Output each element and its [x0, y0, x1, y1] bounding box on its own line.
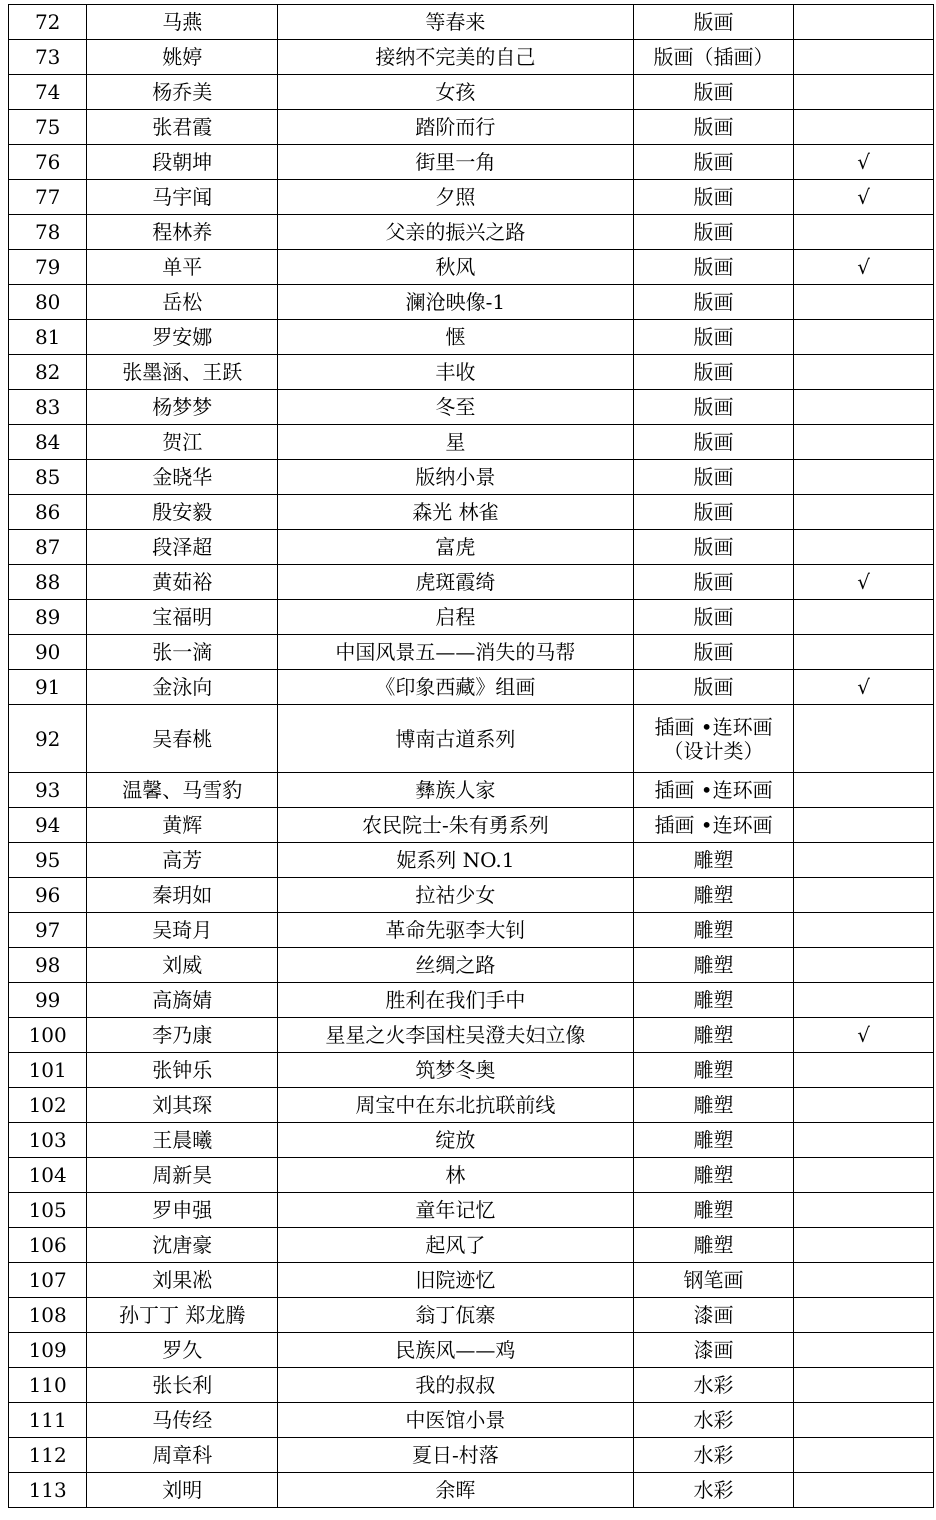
artwork-title: 妮系列 NO.1 [278, 843, 634, 878]
artwork-category: 雕塑 [633, 913, 794, 948]
table-row [9, 390, 934, 425]
check-mark [794, 1158, 934, 1193]
check-mark [794, 425, 934, 460]
row-number: 79 [9, 250, 87, 285]
artist-name: 杨乔美 [87, 75, 278, 110]
artwork-title: 农民院士-朱有勇系列 [278, 808, 634, 843]
artwork-category: 版画 [633, 495, 794, 530]
row-number: 110 [9, 1368, 87, 1403]
row-number: 113 [9, 1473, 87, 1508]
artist-name: 刘其琛 [87, 1088, 278, 1123]
artwork-title: 丰收 [278, 355, 634, 390]
table-row [9, 600, 934, 635]
row-number: 85 [9, 460, 87, 495]
artwork-category: 版画（插画） [633, 40, 794, 75]
artwork-category: 漆画 [633, 1333, 794, 1368]
row-number: 93 [9, 773, 87, 808]
artwork-title: 《印象西藏》组画 [278, 670, 634, 705]
check-mark [794, 1193, 934, 1228]
artist-name: 高旖婧 [87, 983, 278, 1018]
artist-name: 段朝坤 [87, 145, 278, 180]
row-number: 73 [9, 40, 87, 75]
table-row [9, 145, 934, 180]
table-row [9, 1403, 934, 1438]
artwork-title: 拉祜少女 [278, 878, 634, 913]
artwork-title: 虎斑霞绮 [278, 565, 634, 600]
artist-name: 吴琦月 [87, 913, 278, 948]
artist-name: 段泽超 [87, 530, 278, 565]
row-number: 78 [9, 215, 87, 250]
artwork-title: 起风了 [278, 1228, 634, 1263]
artwork-category: 漆画 [633, 1298, 794, 1333]
artist-name: 岳松 [87, 285, 278, 320]
table-row [9, 250, 934, 285]
artwork-category: 雕塑 [633, 1018, 794, 1053]
artist-name: 姚婷 [87, 40, 278, 75]
table-row [9, 1158, 934, 1193]
check-mark [794, 705, 934, 773]
artwork-category: 水彩 [633, 1368, 794, 1403]
table-row [9, 948, 934, 983]
row-number: 95 [9, 843, 87, 878]
artwork-category: 钢笔画 [633, 1263, 794, 1298]
row-number: 81 [9, 320, 87, 355]
check-mark: √ [794, 670, 934, 705]
artist-name: 孙丁丁 郑龙腾 [87, 1298, 278, 1333]
row-number: 103 [9, 1123, 87, 1158]
artwork-category: 雕塑 [633, 1088, 794, 1123]
artwork-title: 接纳不完美的自己 [278, 40, 634, 75]
artwork-title: 博南古道系列 [278, 705, 634, 773]
artwork-category [633, 705, 794, 773]
check-mark [794, 878, 934, 913]
row-number: 83 [9, 390, 87, 425]
artist-name: 高芳 [87, 843, 278, 878]
check-mark [794, 843, 934, 878]
row-number: 80 [9, 285, 87, 320]
artist-name: 张长利 [87, 1368, 278, 1403]
row-number: 75 [9, 110, 87, 145]
artwork-title: 星星之火李国柱吴澄夫妇立像 [278, 1018, 634, 1053]
artist-name: 殷安毅 [87, 495, 278, 530]
artist-name: 马宇闻 [87, 180, 278, 215]
artwork-title: 林 [278, 1158, 634, 1193]
table-row [9, 773, 934, 808]
table-row [9, 110, 934, 145]
artwork-category: 版画 [633, 390, 794, 425]
table-row [9, 565, 934, 600]
artwork-title: 森光 林雀 [278, 495, 634, 530]
artwork-category: 雕塑 [633, 983, 794, 1018]
table-row [9, 355, 934, 390]
table-row [9, 1473, 934, 1508]
artist-name: 马燕 [87, 5, 278, 40]
artwork-title: 澜沧映像-1 [278, 285, 634, 320]
row-number: 87 [9, 530, 87, 565]
row-number: 76 [9, 145, 87, 180]
artwork-category: 水彩 [633, 1403, 794, 1438]
table-row [9, 180, 934, 215]
artwork-category: 雕塑 [633, 1158, 794, 1193]
check-mark [794, 5, 934, 40]
check-mark: √ [794, 250, 934, 285]
check-mark [794, 1228, 934, 1263]
artwork-list-body [9, 5, 934, 1508]
artwork-title: 冬至 [278, 390, 634, 425]
artwork-category: 版画 [633, 530, 794, 565]
artwork-category-line: 插画 •连环画 [654, 714, 773, 739]
artist-name: 吴春桃 [87, 705, 278, 773]
artwork-category: 版画 [633, 285, 794, 320]
artwork-category: 版画 [633, 250, 794, 285]
artist-name: 金晓华 [87, 460, 278, 495]
artwork-title: 踏阶而行 [278, 110, 634, 145]
table-row [9, 843, 934, 878]
check-mark [794, 983, 934, 1018]
artist-name: 张钟乐 [87, 1053, 278, 1088]
artist-name: 单平 [87, 250, 278, 285]
check-mark: √ [794, 565, 934, 600]
artwork-title: 彝族人家 [278, 773, 634, 808]
artwork-category: 版画 [633, 425, 794, 460]
check-mark [794, 75, 934, 110]
artist-name: 李乃康 [87, 1018, 278, 1053]
table-row [9, 530, 934, 565]
table-row [9, 1263, 934, 1298]
table-row [9, 1368, 934, 1403]
check-mark [794, 1088, 934, 1123]
artwork-title: 父亲的振兴之路 [278, 215, 634, 250]
row-number: 101 [9, 1053, 87, 1088]
check-mark [794, 215, 934, 250]
table-row [9, 878, 934, 913]
check-mark [794, 1263, 934, 1298]
row-number: 74 [9, 75, 87, 110]
artwork-title: 星 [278, 425, 634, 460]
artwork-title: 等春来 [278, 5, 634, 40]
artwork-category: 版画 [633, 180, 794, 215]
artwork-category: 水彩 [633, 1473, 794, 1508]
table-row [9, 1123, 934, 1158]
artwork-title: 版纳小景 [278, 460, 634, 495]
artwork-title: 筑梦冬奥 [278, 1053, 634, 1088]
artwork-title: 周宝中在东北抗联前线 [278, 1088, 634, 1123]
check-mark [794, 1333, 934, 1368]
table-row [9, 983, 934, 1018]
check-mark: √ [794, 145, 934, 180]
artist-name: 刘明 [87, 1473, 278, 1508]
row-number: 82 [9, 355, 87, 390]
table-row [9, 40, 934, 75]
artwork-title: 秋风 [278, 250, 634, 285]
check-mark [794, 495, 934, 530]
check-mark [794, 110, 934, 145]
table-row [9, 1298, 934, 1333]
check-mark [794, 320, 934, 355]
check-mark [794, 913, 934, 948]
row-number: 109 [9, 1333, 87, 1368]
artwork-title: 绽放 [278, 1123, 634, 1158]
check-mark [794, 600, 934, 635]
row-number: 102 [9, 1088, 87, 1123]
artwork-category: 插画 •连环画 [633, 808, 794, 843]
artwork-category: 雕塑 [633, 1123, 794, 1158]
artwork-title: 翁丁佤寨 [278, 1298, 634, 1333]
artist-name: 罗申强 [87, 1193, 278, 1228]
artwork-category: 版画 [633, 5, 794, 40]
artwork-title: 胜利在我们手中 [278, 983, 634, 1018]
artist-name: 张一滴 [87, 635, 278, 670]
check-mark: √ [794, 1018, 934, 1053]
row-number: 108 [9, 1298, 87, 1333]
check-mark [794, 773, 934, 808]
artwork-category: 版画 [633, 635, 794, 670]
table-row [9, 1333, 934, 1368]
artist-name: 宝福明 [87, 600, 278, 635]
artwork-category: 版画 [633, 460, 794, 495]
artwork-category: 版画 [633, 110, 794, 145]
table-row [9, 670, 934, 705]
row-number: 84 [9, 425, 87, 460]
table-row [9, 913, 934, 948]
table-row [9, 215, 934, 250]
check-mark [794, 635, 934, 670]
table-row [9, 425, 934, 460]
row-number: 107 [9, 1263, 87, 1298]
artist-name: 程林养 [87, 215, 278, 250]
artwork-category: 版画 [633, 320, 794, 355]
table-row [9, 495, 934, 530]
check-mark [794, 390, 934, 425]
artwork-category: 雕塑 [633, 948, 794, 983]
artwork-category: 版画 [633, 145, 794, 180]
row-number: 94 [9, 808, 87, 843]
artwork-title: 中医馆小景 [278, 1403, 634, 1438]
artwork-title: 富虎 [278, 530, 634, 565]
artist-name: 秦玥如 [87, 878, 278, 913]
artwork-title: 中国风景五——消失的马帮 [278, 635, 634, 670]
artwork-title: 余晖 [278, 1473, 634, 1508]
artwork-category: 版画 [633, 600, 794, 635]
table-row [9, 1193, 934, 1228]
artwork-category: 雕塑 [633, 843, 794, 878]
check-mark [794, 1438, 934, 1473]
row-number: 91 [9, 670, 87, 705]
table-row [9, 5, 934, 40]
artist-name: 周章科 [87, 1438, 278, 1473]
artwork-title: 童年记忆 [278, 1193, 634, 1228]
table-row [9, 75, 934, 110]
artist-name: 马传经 [87, 1403, 278, 1438]
artwork-title: 夏日-村落 [278, 1438, 634, 1473]
row-number: 92 [9, 705, 87, 773]
artwork-title: 启程 [278, 600, 634, 635]
artwork-category: 版画 [633, 670, 794, 705]
table-row [9, 1018, 934, 1053]
check-mark [794, 1053, 934, 1088]
artist-name: 周新昊 [87, 1158, 278, 1193]
row-number: 89 [9, 600, 87, 635]
row-number: 72 [9, 5, 87, 40]
check-mark [794, 1403, 934, 1438]
check-mark [794, 460, 934, 495]
row-number: 99 [9, 983, 87, 1018]
artwork-category: 雕塑 [633, 1053, 794, 1088]
check-mark [794, 285, 934, 320]
row-number: 104 [9, 1158, 87, 1193]
check-mark [794, 355, 934, 390]
artist-name: 罗安娜 [87, 320, 278, 355]
artwork-category: 雕塑 [633, 1193, 794, 1228]
artist-name: 刘果凇 [87, 1263, 278, 1298]
artwork-category: 雕塑 [633, 878, 794, 913]
artwork-category: 版画 [633, 565, 794, 600]
artwork-title: 女孩 [278, 75, 634, 110]
check-mark [794, 1298, 934, 1333]
row-number: 77 [9, 180, 87, 215]
artwork-title: 惬 [278, 320, 634, 355]
artwork-category: 雕塑 [633, 1228, 794, 1263]
table-row [9, 320, 934, 355]
check-mark: √ [794, 180, 934, 215]
artist-name: 张墨涵、王跃 [87, 355, 278, 390]
artwork-title: 夕照 [278, 180, 634, 215]
check-mark [794, 1123, 934, 1158]
artwork-title: 民族风——鸡 [278, 1333, 634, 1368]
artist-name: 王晨曦 [87, 1123, 278, 1158]
artist-name: 刘威 [87, 948, 278, 983]
row-number: 105 [9, 1193, 87, 1228]
artwork-category: 版画 [633, 215, 794, 250]
table-row [9, 808, 934, 843]
table-row [9, 1053, 934, 1088]
artwork-category-note: （设计类） [663, 738, 764, 763]
row-number: 106 [9, 1228, 87, 1263]
artwork-category: 水彩 [633, 1438, 794, 1473]
artwork-category: 版画 [633, 75, 794, 110]
table-row [9, 635, 934, 670]
row-number: 100 [9, 1018, 87, 1053]
artwork-category: 版画 [633, 355, 794, 390]
artist-name: 黄茹裕 [87, 565, 278, 600]
artwork-category: 插画 •连环画 [633, 773, 794, 808]
artwork-title: 丝绸之路 [278, 948, 634, 983]
row-number: 86 [9, 495, 87, 530]
row-number: 97 [9, 913, 87, 948]
row-number: 96 [9, 878, 87, 913]
table-row [9, 1438, 934, 1473]
table-row [9, 705, 934, 773]
check-mark [794, 530, 934, 565]
check-mark [794, 1368, 934, 1403]
row-number: 98 [9, 948, 87, 983]
artwork-title: 街里一角 [278, 145, 634, 180]
row-number: 111 [9, 1403, 87, 1438]
artist-name: 温馨、马雪豹 [87, 773, 278, 808]
check-mark [794, 808, 934, 843]
check-mark [794, 40, 934, 75]
artist-name: 张君霞 [87, 110, 278, 145]
artwork-title: 旧院迹忆 [278, 1263, 634, 1298]
artist-name: 杨梦梦 [87, 390, 278, 425]
row-number: 88 [9, 565, 87, 600]
artist-name: 贺江 [87, 425, 278, 460]
row-number: 112 [9, 1438, 87, 1473]
artist-name: 金泳向 [87, 670, 278, 705]
artist-name: 黄辉 [87, 808, 278, 843]
artwork-title: 我的叔叔 [278, 1368, 634, 1403]
check-mark [794, 1473, 934, 1508]
artist-name: 罗久 [87, 1333, 278, 1368]
table-row [9, 1088, 934, 1123]
table-row [9, 460, 934, 495]
artwork-list-table [8, 4, 934, 1508]
artwork-title: 革命先驱李大钊 [278, 913, 634, 948]
table-row [9, 285, 934, 320]
check-mark [794, 948, 934, 983]
row-number: 90 [9, 635, 87, 670]
table-row [9, 1228, 934, 1263]
artist-name: 沈唐豪 [87, 1228, 278, 1263]
